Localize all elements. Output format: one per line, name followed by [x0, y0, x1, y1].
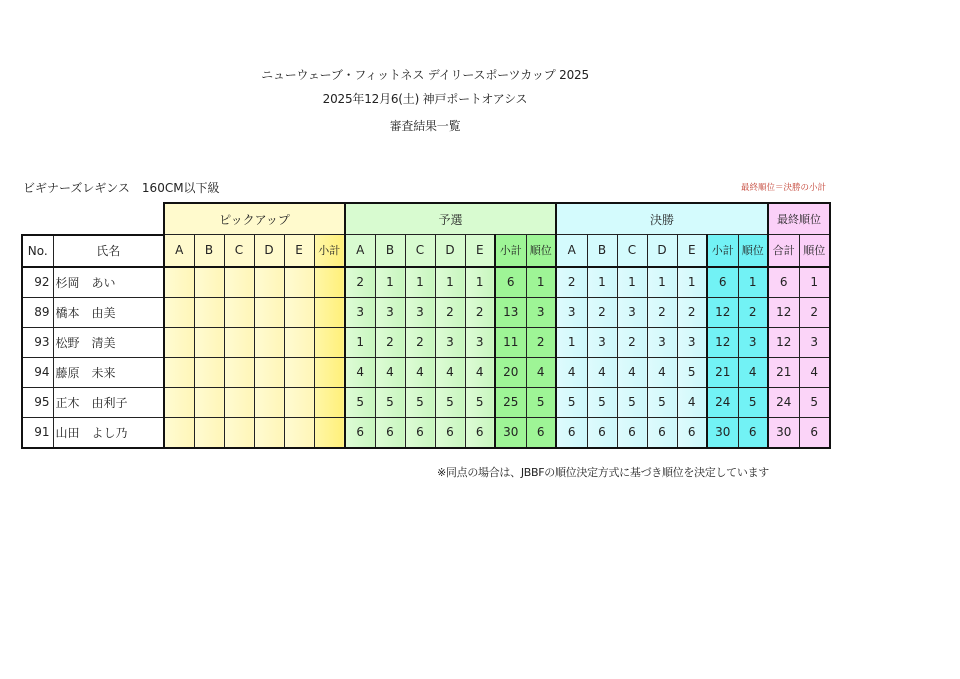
- pickup-score: [164, 267, 194, 298]
- prelim-subtotal: 13: [495, 297, 526, 327]
- final-score: 2: [647, 297, 677, 327]
- pickup-subtotal: [314, 357, 345, 387]
- athlete-name: 橋本 由美: [53, 297, 164, 327]
- entry-number: 91: [22, 417, 53, 448]
- category-title: ビギナーズレギンス 160CM以下級: [23, 181, 220, 195]
- final-score: 2: [587, 297, 617, 327]
- final-score: 6: [617, 417, 647, 448]
- final-score: 4: [647, 357, 677, 387]
- final-score: 4: [587, 357, 617, 387]
- prelim-score: 5: [465, 387, 495, 417]
- col-no: No.: [22, 235, 53, 267]
- pickup-score: [284, 417, 314, 448]
- prelim-score: 3: [405, 297, 435, 327]
- pickup-score: [194, 387, 224, 417]
- prelim-score: 5: [345, 387, 375, 417]
- final-score: 3: [677, 327, 707, 357]
- final-rank: 3: [738, 327, 768, 357]
- pickup-score: [254, 417, 284, 448]
- final-total: 12: [768, 327, 799, 357]
- table-row: [22, 267, 830, 298]
- table-row: [22, 357, 830, 387]
- pickup-score: [164, 357, 194, 387]
- col-total: 合計: [768, 235, 799, 267]
- prelim-score: 2: [345, 267, 375, 298]
- prelim-score: 1: [465, 267, 495, 298]
- final-subtotal: 6: [707, 267, 738, 298]
- event-title: ニューウェーブ・フィットネス デイリースポーツカップ 2025: [261, 68, 589, 82]
- prelim-score: 1: [405, 267, 435, 298]
- group-pickup: ピックアップ: [164, 203, 345, 235]
- final-rank: 6: [738, 417, 768, 448]
- final-rank: 5: [738, 387, 768, 417]
- final-score: 1: [587, 267, 617, 298]
- prelim-score: 6: [345, 417, 375, 448]
- pickup-score: [254, 267, 284, 298]
- pickup-score: [194, 327, 224, 357]
- final-score: 1: [647, 267, 677, 298]
- col-pickup-subtotal: 小計: [314, 235, 345, 267]
- prelim-rank: 1: [526, 267, 556, 298]
- pickup-score: [164, 297, 194, 327]
- final-score: 4: [556, 357, 587, 387]
- col-prelim-d: D: [435, 235, 465, 267]
- final-score: 2: [677, 297, 707, 327]
- final-score: 5: [587, 387, 617, 417]
- pickup-score: [284, 357, 314, 387]
- final-subtotal: 12: [707, 327, 738, 357]
- prelim-rank: 4: [526, 357, 556, 387]
- final-score: 6: [556, 417, 587, 448]
- group-final-rank: 最終順位: [768, 203, 830, 235]
- final-score: 3: [556, 297, 587, 327]
- table-row: [22, 417, 830, 448]
- prelim-score: 3: [345, 297, 375, 327]
- final-rank-note: 最終順位＝決勝の小計: [740, 183, 826, 193]
- col-prelim-a: A: [345, 235, 375, 267]
- prelim-score: 2: [405, 327, 435, 357]
- final-score: 1: [677, 267, 707, 298]
- col-final-subtotal: 小計: [707, 235, 738, 267]
- final-score: 4: [677, 387, 707, 417]
- entry-number: 94: [22, 357, 53, 387]
- prelim-score: 3: [435, 327, 465, 357]
- pickup-score: [194, 357, 224, 387]
- final-score: 2: [617, 327, 647, 357]
- prelim-subtotal: 30: [495, 417, 526, 448]
- prelim-score: 1: [435, 267, 465, 298]
- final-total: 12: [768, 297, 799, 327]
- prelim-score: 6: [405, 417, 435, 448]
- prelim-score: 5: [375, 387, 405, 417]
- final-place: 2: [799, 297, 830, 327]
- final-score: 1: [556, 327, 587, 357]
- entry-number: 95: [22, 387, 53, 417]
- pickup-subtotal: [314, 327, 345, 357]
- final-place: 1: [799, 267, 830, 298]
- col-prelim-c: C: [405, 235, 435, 267]
- pickup-score: [284, 267, 314, 298]
- prelim-subtotal: 6: [495, 267, 526, 298]
- final-total: 6: [768, 267, 799, 298]
- pickup-score: [224, 357, 254, 387]
- final-place: 5: [799, 387, 830, 417]
- final-score: 1: [617, 267, 647, 298]
- col-pickup-b: B: [194, 235, 224, 267]
- prelim-rank: 3: [526, 297, 556, 327]
- pickup-score: [194, 267, 224, 298]
- pickup-subtotal: [314, 417, 345, 448]
- col-prelim-rank: 順位: [526, 235, 556, 267]
- results-table: [21, 202, 831, 449]
- final-rank: 4: [738, 357, 768, 387]
- final-place: 3: [799, 327, 830, 357]
- pickup-subtotal: [314, 267, 345, 298]
- final-total: 24: [768, 387, 799, 417]
- col-prelim-subtotal: 小計: [495, 235, 526, 267]
- final-score: 5: [617, 387, 647, 417]
- final-score: 6: [587, 417, 617, 448]
- final-place: 4: [799, 357, 830, 387]
- prelim-score: 4: [345, 357, 375, 387]
- final-rank: 1: [738, 267, 768, 298]
- pickup-subtotal: [314, 387, 345, 417]
- table-row: [22, 327, 830, 357]
- pickup-score: [224, 417, 254, 448]
- prelim-score: 4: [405, 357, 435, 387]
- final-score: 3: [647, 327, 677, 357]
- final-score: 3: [617, 297, 647, 327]
- pickup-score: [224, 297, 254, 327]
- final-rank: 2: [738, 297, 768, 327]
- pickup-score: [254, 357, 284, 387]
- final-total: 30: [768, 417, 799, 448]
- pickup-subtotal: [314, 297, 345, 327]
- prelim-rank: 2: [526, 327, 556, 357]
- prelim-score: 1: [375, 267, 405, 298]
- athlete-name: 正木 由利子: [53, 387, 164, 417]
- prelim-score: 2: [375, 327, 405, 357]
- document-title: 審査結果一覧: [389, 119, 461, 133]
- final-total: 21: [768, 357, 799, 387]
- entry-number: 92: [22, 267, 53, 298]
- final-score: 5: [647, 387, 677, 417]
- prelim-score: 5: [435, 387, 465, 417]
- prelim-score: 2: [465, 297, 495, 327]
- col-name: 氏名: [53, 235, 164, 267]
- col-final-rank: 順位: [738, 235, 768, 267]
- final-score: 5: [556, 387, 587, 417]
- group-header-row: [22, 203, 830, 235]
- col-pickup-d: D: [254, 235, 284, 267]
- col-final-e: E: [677, 235, 707, 267]
- col-final-b: B: [587, 235, 617, 267]
- prelim-rank: 5: [526, 387, 556, 417]
- final-place: 6: [799, 417, 830, 448]
- athlete-name: 藤原 未来: [53, 357, 164, 387]
- pickup-score: [284, 327, 314, 357]
- prelim-score: 2: [435, 297, 465, 327]
- tie-break-footnote: ※同点の場合は、JBBFの順位決定方式に基づき順位を決定しています: [437, 466, 769, 479]
- col-final-c: C: [617, 235, 647, 267]
- col-pickup-e: E: [284, 235, 314, 267]
- prelim-score: 6: [375, 417, 405, 448]
- final-subtotal: 24: [707, 387, 738, 417]
- prelim-score: 1: [345, 327, 375, 357]
- col-prelim-b: B: [375, 235, 405, 267]
- prelim-score: 3: [465, 327, 495, 357]
- column-header-row: [22, 235, 830, 267]
- pickup-score: [254, 297, 284, 327]
- athlete-name: 山田 よし乃: [53, 417, 164, 448]
- pickup-score: [254, 387, 284, 417]
- prelim-score: 4: [435, 357, 465, 387]
- col-final-d: D: [647, 235, 677, 267]
- col-final-a: A: [556, 235, 587, 267]
- final-score: 5: [677, 357, 707, 387]
- prelim-score: 6: [465, 417, 495, 448]
- athlete-name: 松野 清美: [53, 327, 164, 357]
- event-date-venue: 2025年12月6(土) 神戸ポートオアシス: [322, 92, 528, 106]
- final-score: 6: [647, 417, 677, 448]
- prelim-score: 4: [465, 357, 495, 387]
- prelim-score: 6: [435, 417, 465, 448]
- col-pickup-c: C: [224, 235, 254, 267]
- pickup-score: [164, 387, 194, 417]
- final-score: 6: [677, 417, 707, 448]
- pickup-score: [224, 387, 254, 417]
- athlete-name: 杉岡 あい: [53, 267, 164, 298]
- final-subtotal: 30: [707, 417, 738, 448]
- final-score: 4: [617, 357, 647, 387]
- pickup-score: [284, 297, 314, 327]
- pickup-score: [194, 417, 224, 448]
- pickup-score: [254, 327, 284, 357]
- prelim-score: 4: [375, 357, 405, 387]
- header-spacer: [22, 203, 164, 235]
- col-place: 順位: [799, 235, 830, 267]
- group-final: 決勝: [556, 203, 768, 235]
- pickup-score: [164, 417, 194, 448]
- group-prelim: 予選: [345, 203, 556, 235]
- final-score: 2: [556, 267, 587, 298]
- pickup-score: [194, 297, 224, 327]
- pickup-score: [224, 267, 254, 298]
- col-pickup-a: A: [164, 235, 194, 267]
- pickup-score: [224, 327, 254, 357]
- prelim-subtotal: 25: [495, 387, 526, 417]
- prelim-subtotal: 20: [495, 357, 526, 387]
- final-subtotal: 21: [707, 357, 738, 387]
- prelim-score: 5: [405, 387, 435, 417]
- pickup-score: [284, 387, 314, 417]
- entry-number: 93: [22, 327, 53, 357]
- table-row: [22, 387, 830, 417]
- table-row: [22, 297, 830, 327]
- prelim-rank: 6: [526, 417, 556, 448]
- pickup-score: [164, 327, 194, 357]
- prelim-subtotal: 11: [495, 327, 526, 357]
- final-score: 3: [587, 327, 617, 357]
- entry-number: 89: [22, 297, 53, 327]
- final-subtotal: 12: [707, 297, 738, 327]
- col-prelim-e: E: [465, 235, 495, 267]
- prelim-score: 3: [375, 297, 405, 327]
